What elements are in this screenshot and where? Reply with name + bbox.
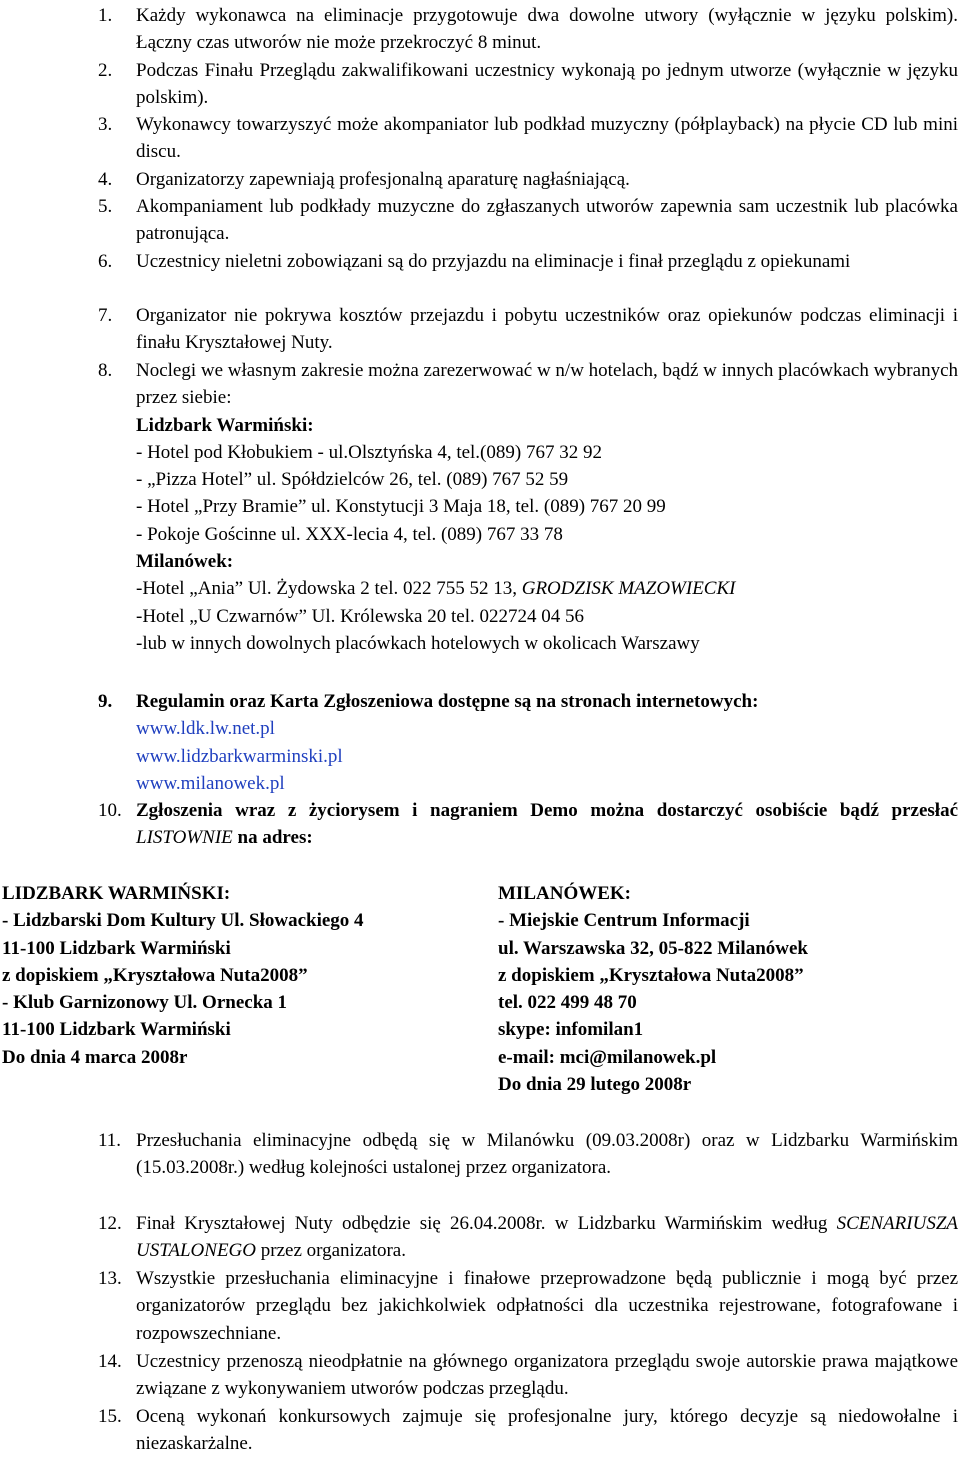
- item-number: 14.: [98, 1351, 122, 1372]
- address-line: Do dnia 4 marca 2008r: [2, 1046, 188, 1068]
- address-line: Do dnia 29 lutego 2008r: [498, 1074, 692, 1096]
- list-item: [98, 1348, 958, 1403]
- address-line: 11-100 Lidzbark Warmiński: [2, 1019, 231, 1041]
- list-item: [98, 248, 958, 275]
- list-item: [98, 1127, 958, 1182]
- item-number: 7.: [98, 305, 113, 326]
- item-text: Wykonawcy towarzyszyć może akompaniator lub podkład muzyczny (półplayback) na płycie CD lub mini discu.: [136, 114, 958, 163]
- final-text: Finał Kryształowej Nuty odbędzie się 26.04.2008r. w Lidzbarku Warmińskim według: [136, 1213, 837, 1234]
- address-line: 11-100 Lidzbark Warmiński: [2, 937, 231, 959]
- hotel-other: -lub w innych dowolnych placówkach hotelowych w okolicach Warszawy: [136, 632, 700, 654]
- item-text: Uczestnicy przenoszą nieodpłatnie na głównego organizatora przeglądu swoje autorskie prawa majątkowe związane z wykonywaniem utworów podczas przeglądu.: [136, 1351, 958, 1400]
- website-link[interactable]: www.ldk.lw.net.pl: [136, 718, 275, 740]
- list-item: [98, 302, 958, 357]
- list-item: [98, 166, 958, 193]
- item-text: Organizatorzy zapewniają profesjonalną aparaturę nagłaśniającą.: [136, 169, 630, 190]
- address-line: LIDZBARK WARMIŃSKI:: [2, 883, 231, 904]
- address-line: ul. Warszawska 32, 05-822 Milanówek: [498, 937, 809, 959]
- item-number: 15.: [98, 1406, 122, 1427]
- item-number: 4.: [98, 169, 113, 190]
- list-item-accommodation: [98, 357, 958, 657]
- address-email: e-mail: mci@milanowek.pl: [498, 1046, 717, 1068]
- hotel-entry: [136, 575, 958, 602]
- list-item: [98, 1403, 958, 1458]
- milanowek-heading: Milanówek:: [136, 551, 234, 573]
- address-line: z dopiskiem „Kryształowa Nuta2008”: [498, 964, 804, 986]
- item-text: [136, 688, 958, 797]
- item-text: Organizator nie pokrywa kosztów przejazdu i pobytu uczestników oraz opiekunów podczas eliminacji i finału Kryształowej Nuty.: [136, 305, 958, 354]
- list-item-submission: [98, 797, 958, 852]
- item-text: Przesłuchania eliminacyjne odbędą się w Milanówku (09.03.2008r) oraz w Lidzbarku Warmińskim (15.03.2008r.) według kolejności ustalonej przez organizatora.: [136, 1130, 958, 1179]
- item-number: 5.: [98, 196, 113, 217]
- address-line: tel. 022 499 48 70: [498, 992, 637, 1014]
- list-item: [98, 193, 958, 248]
- item-number: 13.: [98, 1268, 122, 1289]
- item-number: 9.: [98, 691, 113, 712]
- hotel-entry: - Pokoje Gościnne ul. XXX-lecia 4, tel. (089) 767 33 78: [136, 523, 563, 545]
- item-number: 11.: [98, 1130, 122, 1151]
- submission-text-end: na adres:: [232, 827, 313, 849]
- list-item: [98, 1210, 958, 1265]
- address-line: z dopiskiem „Kryształowa Nuta2008”: [2, 964, 308, 986]
- item-number: 12.: [98, 1213, 122, 1234]
- item-number: 6.: [98, 251, 113, 272]
- item-number: 2.: [98, 60, 113, 81]
- list-item: [98, 111, 958, 166]
- item-text: [136, 1210, 958, 1265]
- submission-text: Zgłoszenia wraz z życiorysem i nagraniem Demo można dostarczyć osobiście bądź przesłać: [136, 800, 958, 821]
- hotel-entry: -Hotel „U Czwarnów” Ul. Królewska 20 tel. 022724 04 56: [136, 605, 584, 627]
- list-item-websites: [98, 688, 958, 797]
- item-number: 10.: [98, 800, 122, 821]
- list-item: [98, 57, 958, 112]
- hotel-city: GRODZISK MAZOWIECKI: [521, 578, 736, 600]
- address-line: - Klub Garnizonowy Ul. Ornecka 1: [2, 992, 288, 1014]
- hotel-entry: - Hotel „Przy Bramie” ul. Konstytucji 3 Maja 18, tel. (089) 767 20 99: [136, 496, 666, 518]
- websites-heading: Regulamin oraz Karta Zgłoszeniowa dostępne są na stronach internetowych:: [136, 691, 759, 712]
- address-line: skype: infomilan1: [498, 1019, 644, 1041]
- final-scenario: SCENARIUSZA USTALONEGO: [136, 1213, 958, 1262]
- address-line: MILANÓWEK:: [498, 883, 631, 904]
- hotel-entry: - „Pizza Hotel” ul. Spółdzielców 26, tel. (089) 767 52 59: [136, 469, 569, 491]
- accommodation-intro: Noclegi we własnym zakresie można zarezerwować w n/w hotelach, bądź w innych placówkach wybranych przez siebie:: [136, 360, 958, 409]
- list-item: [98, 1265, 958, 1347]
- item-text: Oceną wykonań konkursowych zajmuje się profesjonalne jury, którego decyzje są niedowołalne i niezaskarżalne.: [136, 1406, 958, 1455]
- item-number: 1.: [98, 5, 113, 26]
- item-text: Uczestnicy nieletni zobowiązani są do przyjazdu na eliminacje i finał przeglądu z opiekunami: [136, 251, 851, 272]
- website-link[interactable]: www.milanowek.pl: [136, 772, 285, 794]
- item-text: Akompaniament lub podkłady muzyczne do zgłaszanych utworów zapewnia sam uczestnik lub placówka patronująca.: [136, 196, 958, 245]
- final-text-end: przez organizatora.: [256, 1240, 406, 1262]
- item-text: Każdy wykonawca na eliminacje przygotowuje dwa dowolne utwory (wyłącznie w języku polskim). Łączny czas utworów nie może przekroczyć 8 minut.: [136, 5, 958, 54]
- address-line: - Lidzbarski Dom Kultury Ul. Słowackiego 4: [2, 910, 364, 932]
- hotel-entry: - Hotel pod Kłobukiem - ul.Olsztyńska 4, tel.(089) 767 32 92: [136, 441, 602, 463]
- item-number: 3.: [98, 114, 113, 135]
- item-text: [136, 797, 958, 852]
- address-milanowek: [498, 880, 808, 1098]
- item-text: Wszystkie przesłuchania eliminacyjne i finałowe przeprowadzone będą publicznie i mogą być przez organizatorów przeglądu bez jakichkolwiek odpłatności dla uczestnika rejestrowane, fotografowane i rozpowszechniane.: [136, 1268, 958, 1344]
- item-text: [136, 357, 958, 657]
- submission-mode: LISTOWNIE: [136, 827, 233, 849]
- item-text: Podczas Finału Przeglądu zakwalifikowani uczestnicy wykonają po jednym utworze (wyłącznie w języku polskim).: [136, 60, 958, 109]
- address-line: - Miejskie Centrum Informacji: [498, 910, 750, 932]
- item-number: 8.: [98, 360, 113, 381]
- hotel-entry-main: -Hotel „Ania” Ul. Żydowska 2 tel. 022 755 52 13,: [136, 578, 522, 600]
- lidzbark-heading: Lidzbark Warmiński:: [136, 414, 314, 436]
- list-item: [98, 2, 958, 57]
- website-link[interactable]: www.lidzbarkwarminski.pl: [136, 745, 343, 767]
- address-lidzbark: [2, 880, 364, 1071]
